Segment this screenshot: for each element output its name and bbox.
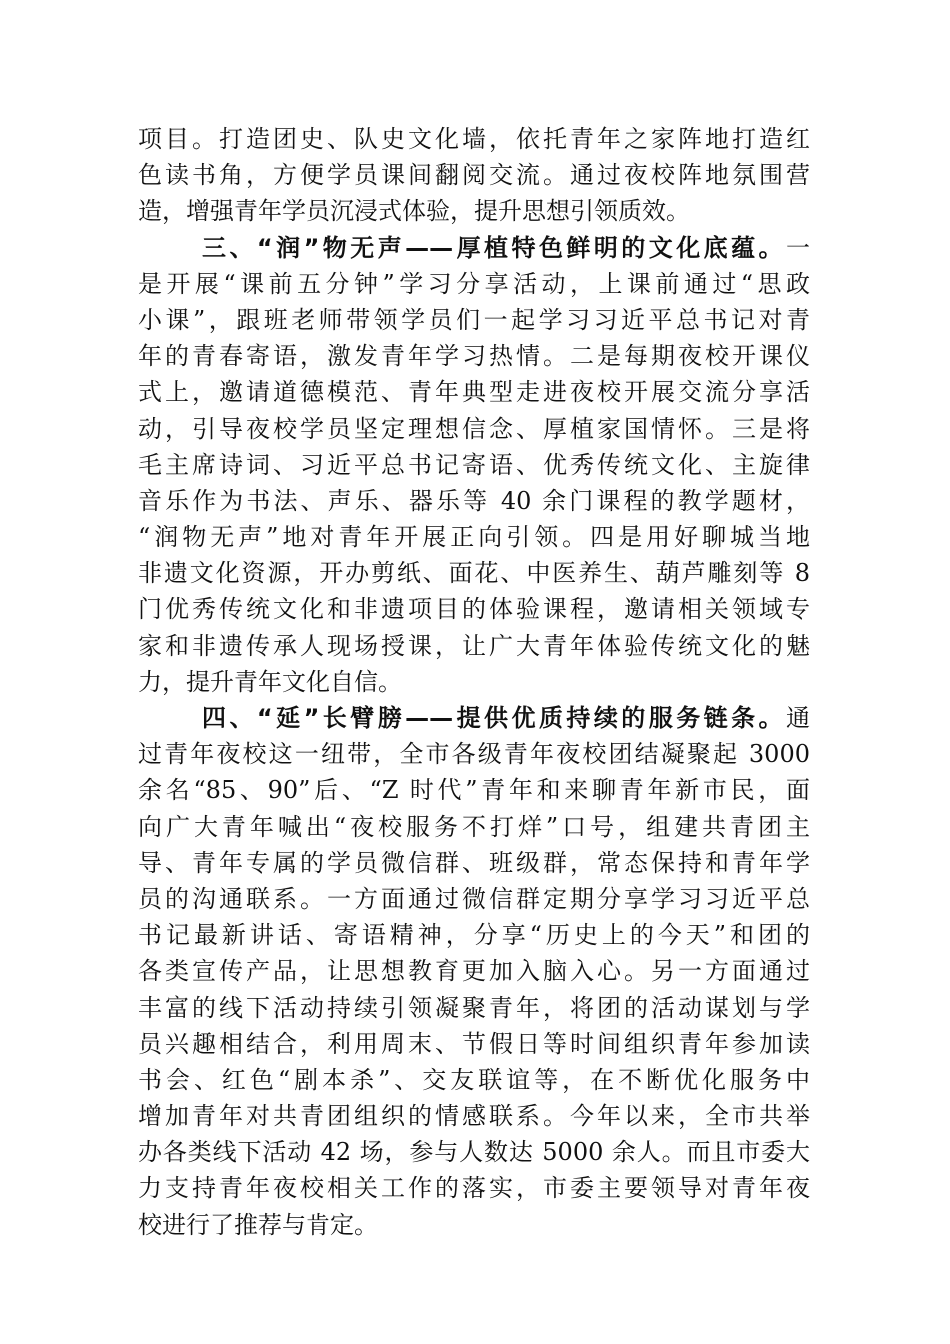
paragraph-line: 导、青年专属的学员微信群、班级群，常态保持和青年学 [138,848,810,877]
paragraph-line: 书会、红色“剧本杀”、交友联谊等，在不断优化服务中 [138,1065,810,1094]
paragraph-line: 校进行了推荐与肯定。 [138,1210,378,1239]
section-heading-line [138,230,810,266]
heading-line-rest: 一 [786,233,810,262]
paragraph-line: “润物无声”地对青年开展正向引领。四是用好聊城当地 [138,523,810,552]
paragraph-line: 动，引导夜校学员坚定理想信念、厚植家国情怀。三是将 [138,414,810,443]
section-heading-4: 四、“延”长臂膀——提供优质持续的服务链条。 [202,704,786,732]
paragraph-line: 丰富的线下活动持续引领凝聚青年，将团的活动谋划与学 [138,993,810,1022]
paragraph-line: 年的青春寄语，激发青年学习热情。二是每期夜校开课仪 [138,342,810,371]
paragraph-line: 增加青年对共青团组织的情感联系。今年以来，全市共举 [138,1102,810,1131]
paragraph-line: 造，增强青年学员沉浸式体验，提升思想引领质效。 [138,197,690,226]
paragraph-line: 是开展“课前五分钟”学习分享活动，上课前通过“思政 [138,269,810,298]
paragraph-line: 小课”，跟班老师带领学员们一起学习习近平总书记对青 [138,305,810,334]
paragraph-line: 毛主席诗词、习近平总书记寄语、优秀传统文化、主旋律 [138,450,810,479]
section-heading-line [138,700,810,736]
paragraph-line: 非遗文化资源，开办剪纸、面花、中医养生、葫芦雕刻等 8 [138,559,810,588]
paragraph-line: 过青年夜校这一纽带，全市各级青年夜校团结凝聚起 3000 [138,740,810,769]
paragraph-line: 力支持青年夜校相关工作的落实，市委主要领导对青年夜 [138,1174,810,1203]
document-body [138,121,810,1243]
paragraph-line: 办各类线下活动 42 场，参与人数达 5000 余人。而且市委大 [138,1138,810,1167]
paragraph-line: 项目。打造团史、队史文化墙，依托青年之家阵地打造红 [138,125,810,153]
paragraph-line: 员兴趣相结合，利用周末、节假日等时间组织青年参加读 [138,1029,810,1058]
paragraph-line: 员的沟通联系。一方面通过微信群定期分享学习习近平总 [138,884,810,913]
paragraph-line: 各类宣传产品，让思想教育更加入脑入心。另一方面通过 [138,957,810,986]
section-heading-3: 三、“润”物无声——厚植特色鲜明的文化底蕴。 [202,233,786,262]
paragraph-line: 力，提升青年文化自信。 [138,667,402,696]
paragraph-line: 门优秀传统文化和非遗项目的体验课程，邀请相关领域专 [138,595,810,624]
paragraph-line: 式上，邀请道德模范、青年典型走进夜校开展交流分享活 [138,378,810,407]
heading-line-rest: 通 [786,704,810,732]
paragraph-line: 家和非遗传承人现场授课，让广大青年体验传统文化的魅 [138,631,810,660]
paragraph-line: 书记最新讲话、寄语精神，分享“历史上的今天”和团的 [138,921,810,950]
paragraph-line: 余名“85、90”后、“Z 时代”青年和来聊青年新市民，面 [138,776,810,805]
paragraph-line: 向广大青年喊出“夜校服务不打烊”口号，组建共青团主 [138,812,810,841]
paragraph-line: 色读书角，方便学员课间翻阅交流。通过夜校阵地氛围营 [138,161,810,190]
paragraph-line: 音乐作为书法、声乐、器乐等 40 余门课程的教学题材， [138,486,810,515]
